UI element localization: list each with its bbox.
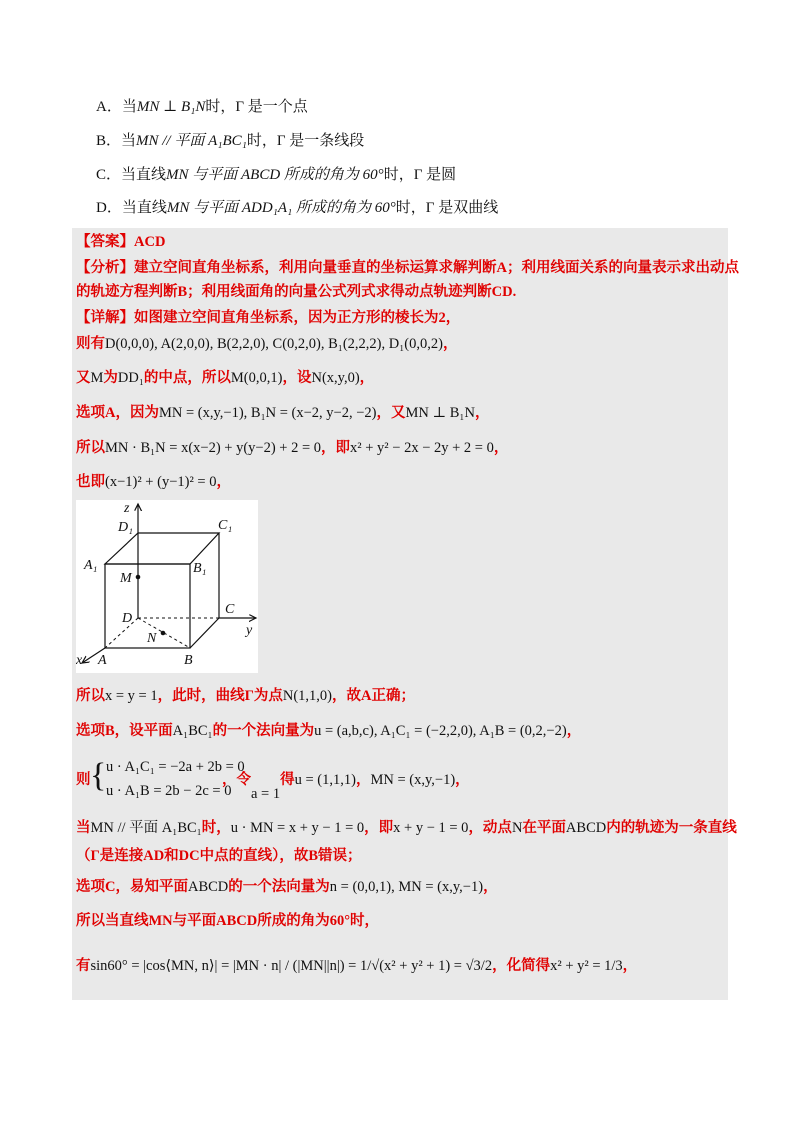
label-b1: B₁ (193, 561, 207, 576)
answer-line: 【答案】ACD (76, 234, 166, 250)
detail-line-1: 【详解】如图建立空间直角坐标系，因为正方形的棱长为2， (76, 310, 461, 326)
option-a-line: 选项A，因为MN = (x,y,−1), B₁N = (x−2, y−2, −2)，又MN ⊥ B₁N， (76, 405, 490, 421)
label-z: z (124, 501, 130, 516)
option-b-line: 选项B，设平面A₁BC₁的一个法向量为u = (a,b,c), A₁C₁ = (−2,2,0), A₁B = (0,2,−2)， (76, 723, 582, 739)
simplified-line: 也即(x−1)² + (y−1)² = 0， (76, 474, 231, 490)
midpoint-line: 又M为DD₁的中点，所以M(0,0,1)，设N(x,y,0)， (76, 370, 375, 386)
option-b-condition: MN // 平面 A₁BC₁ (136, 133, 247, 149)
option-d: D．当直线MN 与平面 ADD₁A₁ 所成的角为 60°时，Γ 是双曲线 (96, 200, 499, 216)
option-c-line: 选项C，易知平面ABCD的一个法向量为n = (0,0,1), MN = (x,y,−1)， (76, 879, 498, 895)
label-c: C (225, 602, 235, 617)
label-n: N (147, 631, 157, 646)
system-brace: { (90, 757, 107, 794)
analysis-line-1: 【分析】建立空间直角坐标系，利用向量垂直的坐标运算求解判断A；利用线面关系的向量表示求出动点 (76, 260, 739, 276)
option-a-condition: MN ⊥ B₁N (136, 99, 206, 115)
system-eq-1: u · A₁C₁ = −2a + 2b = 0 (106, 759, 245, 775)
label-y: y (246, 623, 253, 638)
option-a: A．当MN ⊥ B₁N时，Γ 是一个点 (96, 99, 308, 115)
label-x: x (76, 653, 83, 668)
point-n (161, 631, 166, 636)
coords-line: 则有D(0,0,0), A(2,0,0), B(2,2,0), C(0,2,0), B₁(2,2,2), D₁(0,0,2)， (76, 336, 458, 352)
option-c: C．当直线MN 与平面 ABCD 所成的角为 60°时，Γ 是圆 (96, 167, 457, 183)
top-face (105, 533, 219, 564)
label-b: B (184, 653, 193, 668)
parallel-line: 当MN // 平面 A₁BC₁时，u · MN = x + y − 1 = 0，即x + y − 1 = 0，动点N在平面ABCD内的轨迹为一条直线 (76, 820, 737, 836)
label-m: M (120, 571, 132, 586)
label-a: A (98, 653, 107, 668)
edge-bc (190, 618, 219, 648)
option-d-condition: MN 与平面 ADD₁A₁ 所成的角为 60° (166, 200, 396, 216)
label-d1: D₁ (118, 520, 133, 535)
label-c1: C₁ (218, 518, 233, 533)
point-result-line: 所以x = y = 1，此时，曲线Γ为点N(1,1,0)，故A正确； (76, 688, 415, 704)
angle-line: 所以当直线MN与平面ABCD所成的角为60°时， (76, 913, 380, 929)
analysis-line-2: 的轨迹方程判断B；利用线面角的向量公式列式求得动点轨迹判断CD. (76, 284, 517, 300)
parallel-line-2: （Γ是连接AD和DC中点的直线），故B错误； (76, 848, 362, 864)
label-a1: A₁ (84, 558, 98, 573)
system-eq-2: u · A₁B = 2b − 2c = 0 (106, 783, 232, 799)
point-m (136, 575, 141, 580)
cube-diagram (76, 500, 258, 673)
sin-line: 有sin60° = |cos⟨MN, n⟩| = |MN · n| / (|MN||n|) = 1/√(x² + y² + 1) = √3/2，化简得x² + y² = 1/3， (76, 958, 638, 974)
cube-figure (76, 500, 258, 673)
option-c-condition: MN 与平面 ABCD 所成的角为 60° (166, 167, 384, 183)
option-b: B．当MN // 平面 A₁BC₁时，Γ 是一条线段 (96, 133, 365, 149)
system-line: 则 (76, 772, 91, 788)
system-rest: ，令a = 1得u = (1,1,1)，MN = (x,y,−1)， (222, 772, 470, 802)
label-d: D (122, 611, 133, 626)
dot-product-line: 所以MN · B₁N = x(x−2) + y(y−2) + 2 = 0，即x² + y² − 2x − 2y + 2 = 0， (76, 440, 509, 456)
